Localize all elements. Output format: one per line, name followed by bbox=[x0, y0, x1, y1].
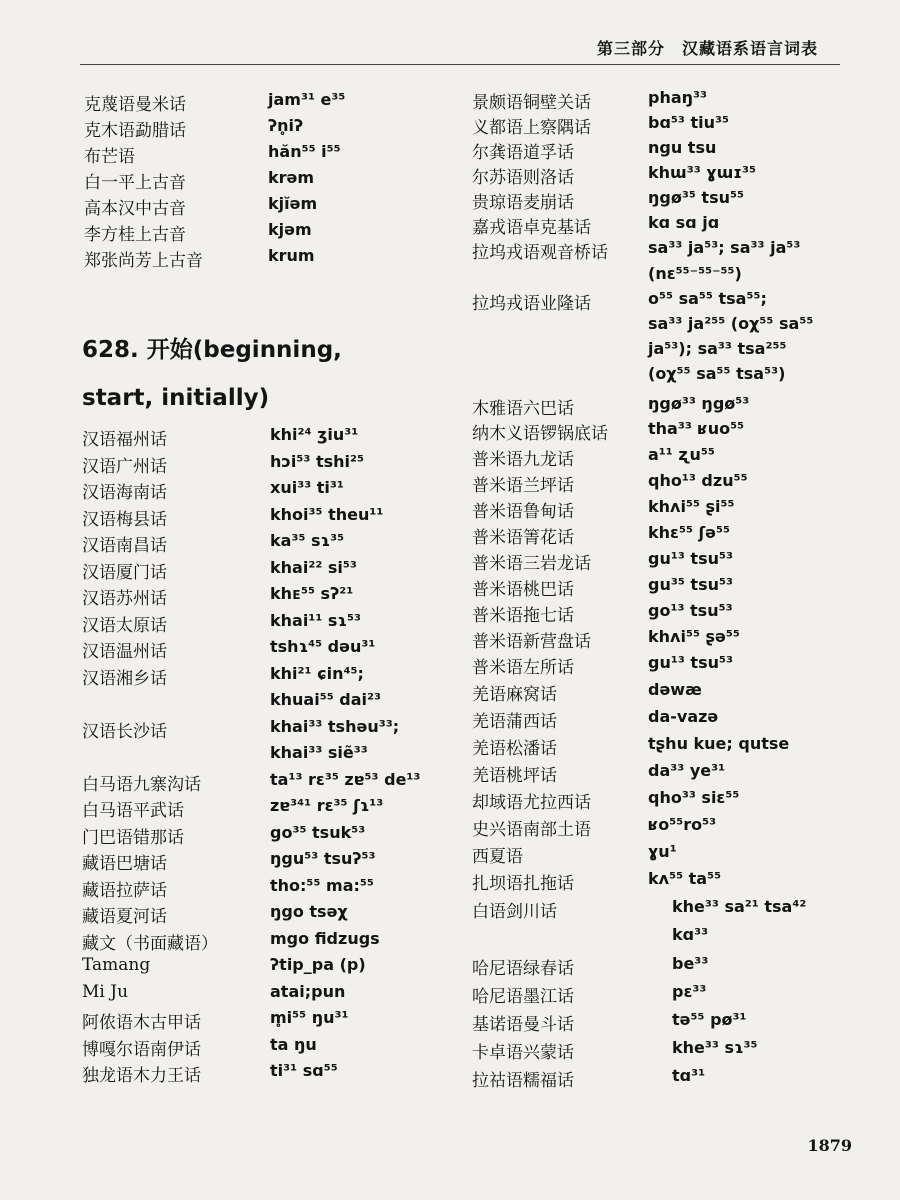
entry-pronunciation-continued: kɑ³³ bbox=[672, 925, 709, 944]
entry-language: 羌语麻窝话 bbox=[472, 685, 557, 705]
entry-pronunciation: khai¹¹ sɿ⁵³ bbox=[270, 610, 361, 630]
entry-language: 藏文（书面藏语） bbox=[82, 933, 218, 954]
entry-language: 白语剑川话 bbox=[472, 902, 557, 922]
entry-language: 汉语广州话 bbox=[82, 456, 167, 477]
entry-language: 高本汉中古音 bbox=[84, 199, 186, 219]
entry-language: 却域语尤拉西话 bbox=[472, 793, 591, 813]
entry-pronunciation: khɛ⁵⁵ ʃə⁵⁵ bbox=[648, 523, 731, 542]
entry-pronunciation: khai²² si⁵³ bbox=[270, 557, 357, 577]
entry-pronunciation: ɣu¹ bbox=[648, 842, 677, 861]
entry-pronunciation: tɑ³¹ bbox=[672, 1066, 706, 1085]
entry-language: 汉语梅县话 bbox=[82, 509, 167, 530]
entry-pronunciation: tha³³ ʁuo⁵⁵ bbox=[648, 419, 745, 438]
entry-language: 羌语桃坪话 bbox=[472, 766, 557, 786]
entry-language: 布芒语 bbox=[84, 147, 135, 167]
entry-pronunciation: tə⁵⁵ pø³¹ bbox=[672, 1010, 747, 1029]
entry-pronunciation: khi²⁴ ʒiu³¹ bbox=[270, 425, 359, 444]
entry-language: 白马语平武话 bbox=[82, 801, 184, 821]
entry-pronunciation: qho¹³ dzu⁵⁵ bbox=[648, 471, 748, 490]
entry-pronunciation: kɑ sɑ jɑ bbox=[648, 213, 720, 232]
entry-language: 门巴语错那话 bbox=[82, 827, 184, 848]
entry-pronunciation-continued: sa³³ ja²⁵⁵ (oχ⁵⁵ sa⁵⁵ bbox=[648, 314, 814, 333]
entry-language: 卡卓语兴蒙话 bbox=[472, 1043, 574, 1063]
entry-language: 普米语拖七话 bbox=[472, 606, 574, 626]
entry-language: 尔苏语则洛话 bbox=[472, 168, 574, 188]
entry-pronunciation: ka³⁵ sɿ³⁵ bbox=[270, 531, 345, 550]
entry-pronunciation: gu³⁵ tsu⁵³ bbox=[648, 575, 734, 594]
entry-pronunciation: tʂhu kue; qutse bbox=[648, 734, 790, 753]
entry-pronunciation: go¹³ tsu⁵³ bbox=[648, 601, 733, 620]
entry-language: 普米语左所话 bbox=[472, 658, 574, 678]
entry-language: 汉语太原话 bbox=[82, 615, 167, 636]
entry-language: 汉语湘乡话 bbox=[82, 668, 167, 689]
entry-language: Tamang bbox=[82, 955, 151, 975]
entry-pronunciation: khoi³⁵ theu¹¹ bbox=[270, 504, 384, 524]
entry-language: 嘉戎语卓克基话 bbox=[472, 218, 591, 238]
entry-pronunciation: gu¹³ tsu⁵³ bbox=[648, 549, 734, 568]
entry-pronunciation: khe³³ sɿ³⁵ bbox=[672, 1038, 758, 1057]
entry-pronunciation: khe³³ sa²¹ tsa⁴² bbox=[672, 897, 807, 916]
entry-language: 尔龚语道孚话 bbox=[472, 143, 574, 163]
entry-pronunciation: ʔn̥iʔ bbox=[268, 116, 304, 135]
entry-pronunciation: a¹¹ ʐu⁵⁵ bbox=[648, 445, 715, 464]
entry-pronunciation-continued: (oχ⁵⁵ sa⁵⁵ tsa⁵³) bbox=[648, 364, 786, 383]
entry-language: Mi Ju bbox=[82, 981, 129, 1002]
entry-language: 李方桂上古音 bbox=[84, 225, 186, 245]
entry-pronunciation: khi²¹ ɕin⁴⁵; bbox=[270, 663, 364, 683]
page-number: 1879 bbox=[807, 1136, 852, 1155]
entry-pronunciation: mgo fidzugs bbox=[270, 928, 380, 948]
entry-pronunciation: m̥i⁵⁵ ŋu³¹ bbox=[270, 1008, 349, 1027]
entry-pronunciation: go³⁵ tsuk⁵³ bbox=[270, 822, 366, 842]
entry-pronunciation: sa³³ ja⁵³; sa³³ ja⁵³ bbox=[648, 238, 801, 257]
entry-pronunciation: khʌi⁵⁵ ʂi⁵⁵ bbox=[648, 497, 735, 516]
section-number: 628. bbox=[82, 337, 139, 363]
entry-language: 白一平上古音 bbox=[84, 173, 186, 193]
entry-pronunciation: ŋgu⁵³ tsuʔ⁵³ bbox=[270, 849, 376, 868]
entry-language: 木雅语六巴话 bbox=[472, 399, 574, 419]
entry-pronunciation: ngu tsu bbox=[648, 138, 717, 157]
entry-pronunciation: khᴇ⁵⁵ sʔ²¹ bbox=[270, 584, 354, 603]
entry-language: 阿侬语木古甲话 bbox=[82, 1013, 201, 1033]
entry-language: 义都语上察隅话 bbox=[472, 118, 591, 138]
entry-language: 普米语三岩龙话 bbox=[472, 554, 591, 574]
entry-pronunciation: atai;pun bbox=[270, 981, 346, 1001]
page-header bbox=[0, 28, 900, 68]
entry-language: 普米语新营盘话 bbox=[472, 632, 591, 652]
entry-pronunciation: phaŋ³³ bbox=[648, 88, 708, 107]
entry-language: 景颇语铜壁关话 bbox=[472, 93, 591, 113]
section-title: 开始(beginning, start, initially) bbox=[82, 337, 342, 411]
entry-pronunciation: tshɿ⁴⁵ dəu³¹ bbox=[270, 637, 376, 656]
entry-language: 普米语九龙话 bbox=[472, 450, 574, 470]
entry-language: 独龙语木力王话 bbox=[82, 1066, 201, 1086]
entry-language: 扎坝语扎拖话 bbox=[472, 874, 574, 894]
entry-pronunciation: ta¹³ rɛ³⁵ zɐ⁵³ de¹³ bbox=[270, 769, 421, 789]
entry-pronunciation: khuai⁵⁵ dai²³ bbox=[270, 690, 382, 709]
entry-language: 拉坞戎语业隆话 bbox=[472, 294, 591, 314]
entry-pronunciation: xui³³ ti³¹ bbox=[270, 478, 344, 497]
entry-pronunciation: be³³ bbox=[672, 954, 709, 973]
entry-language: 贵琼语麦崩话 bbox=[472, 193, 574, 213]
entry-pronunciation: kjəm bbox=[268, 220, 312, 239]
entry-language: 博嘎尔语南伊话 bbox=[82, 1039, 201, 1060]
entry-pronunciation: khʌi⁵⁵ ʂə⁵⁵ bbox=[648, 627, 740, 646]
entry-pronunciation: ŋgo tsəχ bbox=[270, 902, 348, 921]
entry-language: 羌语松潘话 bbox=[472, 739, 557, 759]
entry-language: 汉语长沙话 bbox=[82, 721, 167, 742]
entry-language: 汉语南昌话 bbox=[82, 536, 167, 556]
entry-pronunciation: dəwæ bbox=[648, 680, 702, 699]
header-title: 第三部分 汉藏语系语言词表 bbox=[596, 39, 818, 58]
header-rule bbox=[80, 64, 840, 65]
entry-pronunciation: ŋgø³³ ŋgø⁵³ bbox=[648, 394, 750, 413]
entry-language: 藏语拉萨话 bbox=[82, 880, 167, 901]
entry-language: 普米语桃巴话 bbox=[472, 580, 574, 600]
entry-pronunciation: hăn⁵⁵ i⁵⁵ bbox=[268, 142, 341, 161]
entry-language: 汉语厦门话 bbox=[82, 562, 167, 583]
entry-language: 纳木义语锣锅底话 bbox=[472, 424, 608, 444]
entry-pronunciation: qho³³ siɛ⁵⁵ bbox=[648, 788, 740, 807]
entry-pronunciation: da-vazə bbox=[648, 707, 719, 726]
entry-language: 郑张尚芳上古音 bbox=[84, 251, 203, 271]
entry-language: 藏语巴塘话 bbox=[82, 854, 167, 874]
entry-language: 普米语箐花话 bbox=[472, 528, 574, 548]
entry-language: 普米语鲁甸话 bbox=[472, 502, 574, 522]
entry-language: 克木语勐腊话 bbox=[84, 121, 186, 141]
entry-pronunciation: krəm bbox=[268, 168, 315, 187]
section-heading bbox=[82, 326, 382, 422]
entry-language: 基诺语曼斗话 bbox=[472, 1015, 574, 1035]
entry-pronunciation-continued: ja⁵³); sa³³ tsa²⁵⁵ bbox=[648, 339, 787, 358]
entry-language: 拉祜语糯福话 bbox=[472, 1071, 574, 1091]
entry-pronunciation: khai³³ tshəu³³; bbox=[270, 716, 400, 736]
entry-pronunciation-continued: (nɛ⁵⁵⁻⁵⁵⁻⁵⁵) bbox=[648, 264, 742, 283]
entry-language: 哈尼语墨江话 bbox=[472, 987, 574, 1007]
entry-pronunciation: krum bbox=[268, 246, 315, 265]
entry-language: 拉坞戎语观音桥话 bbox=[472, 243, 608, 263]
entry-pronunciation: jam³¹ e³⁵ bbox=[268, 90, 346, 109]
entry-pronunciation: zɐ³⁴¹ rɛ³⁵ ʃɿ¹³ bbox=[270, 796, 384, 815]
entry-pronunciation: ŋgø³⁵ tsu⁵⁵ bbox=[648, 188, 744, 207]
entry-pronunciation: ti³¹ sɑ⁵⁵ bbox=[270, 1061, 338, 1080]
entry-language: 哈尼语绿春话 bbox=[472, 959, 574, 979]
entry-language: 白马语九寨沟话 bbox=[82, 774, 201, 795]
entry-pronunciation: khai³³ siẽ³³ bbox=[270, 743, 368, 762]
entry-language: 史兴语南部土语 bbox=[472, 820, 591, 840]
entry-pronunciation: hɔi⁵³ tshi²⁵ bbox=[270, 451, 365, 471]
entry-language: 羌语蒲西话 bbox=[472, 712, 557, 732]
entry-pronunciation: bɑ⁵³ tiu³⁵ bbox=[648, 113, 730, 132]
entry-pronunciation: kjĭəm bbox=[268, 194, 318, 213]
entry-language: 汉语苏州话 bbox=[82, 589, 167, 609]
entry-pronunciation: ʔtip_pa (p) bbox=[270, 955, 366, 974]
entry-language: 克蔑语曼米话 bbox=[84, 95, 186, 115]
entry-language: 藏语夏河话 bbox=[82, 907, 167, 927]
entry-pronunciation: da³³ ye³¹ bbox=[648, 761, 726, 780]
entry-language: 汉语福州话 bbox=[82, 430, 167, 450]
entry-language: 汉语温州话 bbox=[82, 642, 167, 662]
entry-pronunciation: kʌ⁵⁵ ta⁵⁵ bbox=[648, 869, 722, 888]
entry-pronunciation: tho:⁵⁵ ma:⁵⁵ bbox=[270, 875, 374, 895]
entry-language: 汉语海南话 bbox=[82, 483, 167, 503]
entry-pronunciation: pɛ³³ bbox=[672, 982, 707, 1001]
entry-pronunciation: gu¹³ tsu⁵³ bbox=[648, 653, 734, 672]
entry-pronunciation: ta ŋu bbox=[270, 1034, 317, 1054]
entry-pronunciation: ʁo⁵⁵ro⁵³ bbox=[648, 815, 717, 834]
entry-language: 西夏语 bbox=[472, 847, 523, 867]
entry-pronunciation: o⁵⁵ sa⁵⁵ tsa⁵⁵; bbox=[648, 289, 767, 308]
entry-language: 普米语兰坪话 bbox=[472, 476, 574, 496]
entry-pronunciation: khɯ³³ ɣɯɪ³⁵ bbox=[648, 163, 756, 182]
